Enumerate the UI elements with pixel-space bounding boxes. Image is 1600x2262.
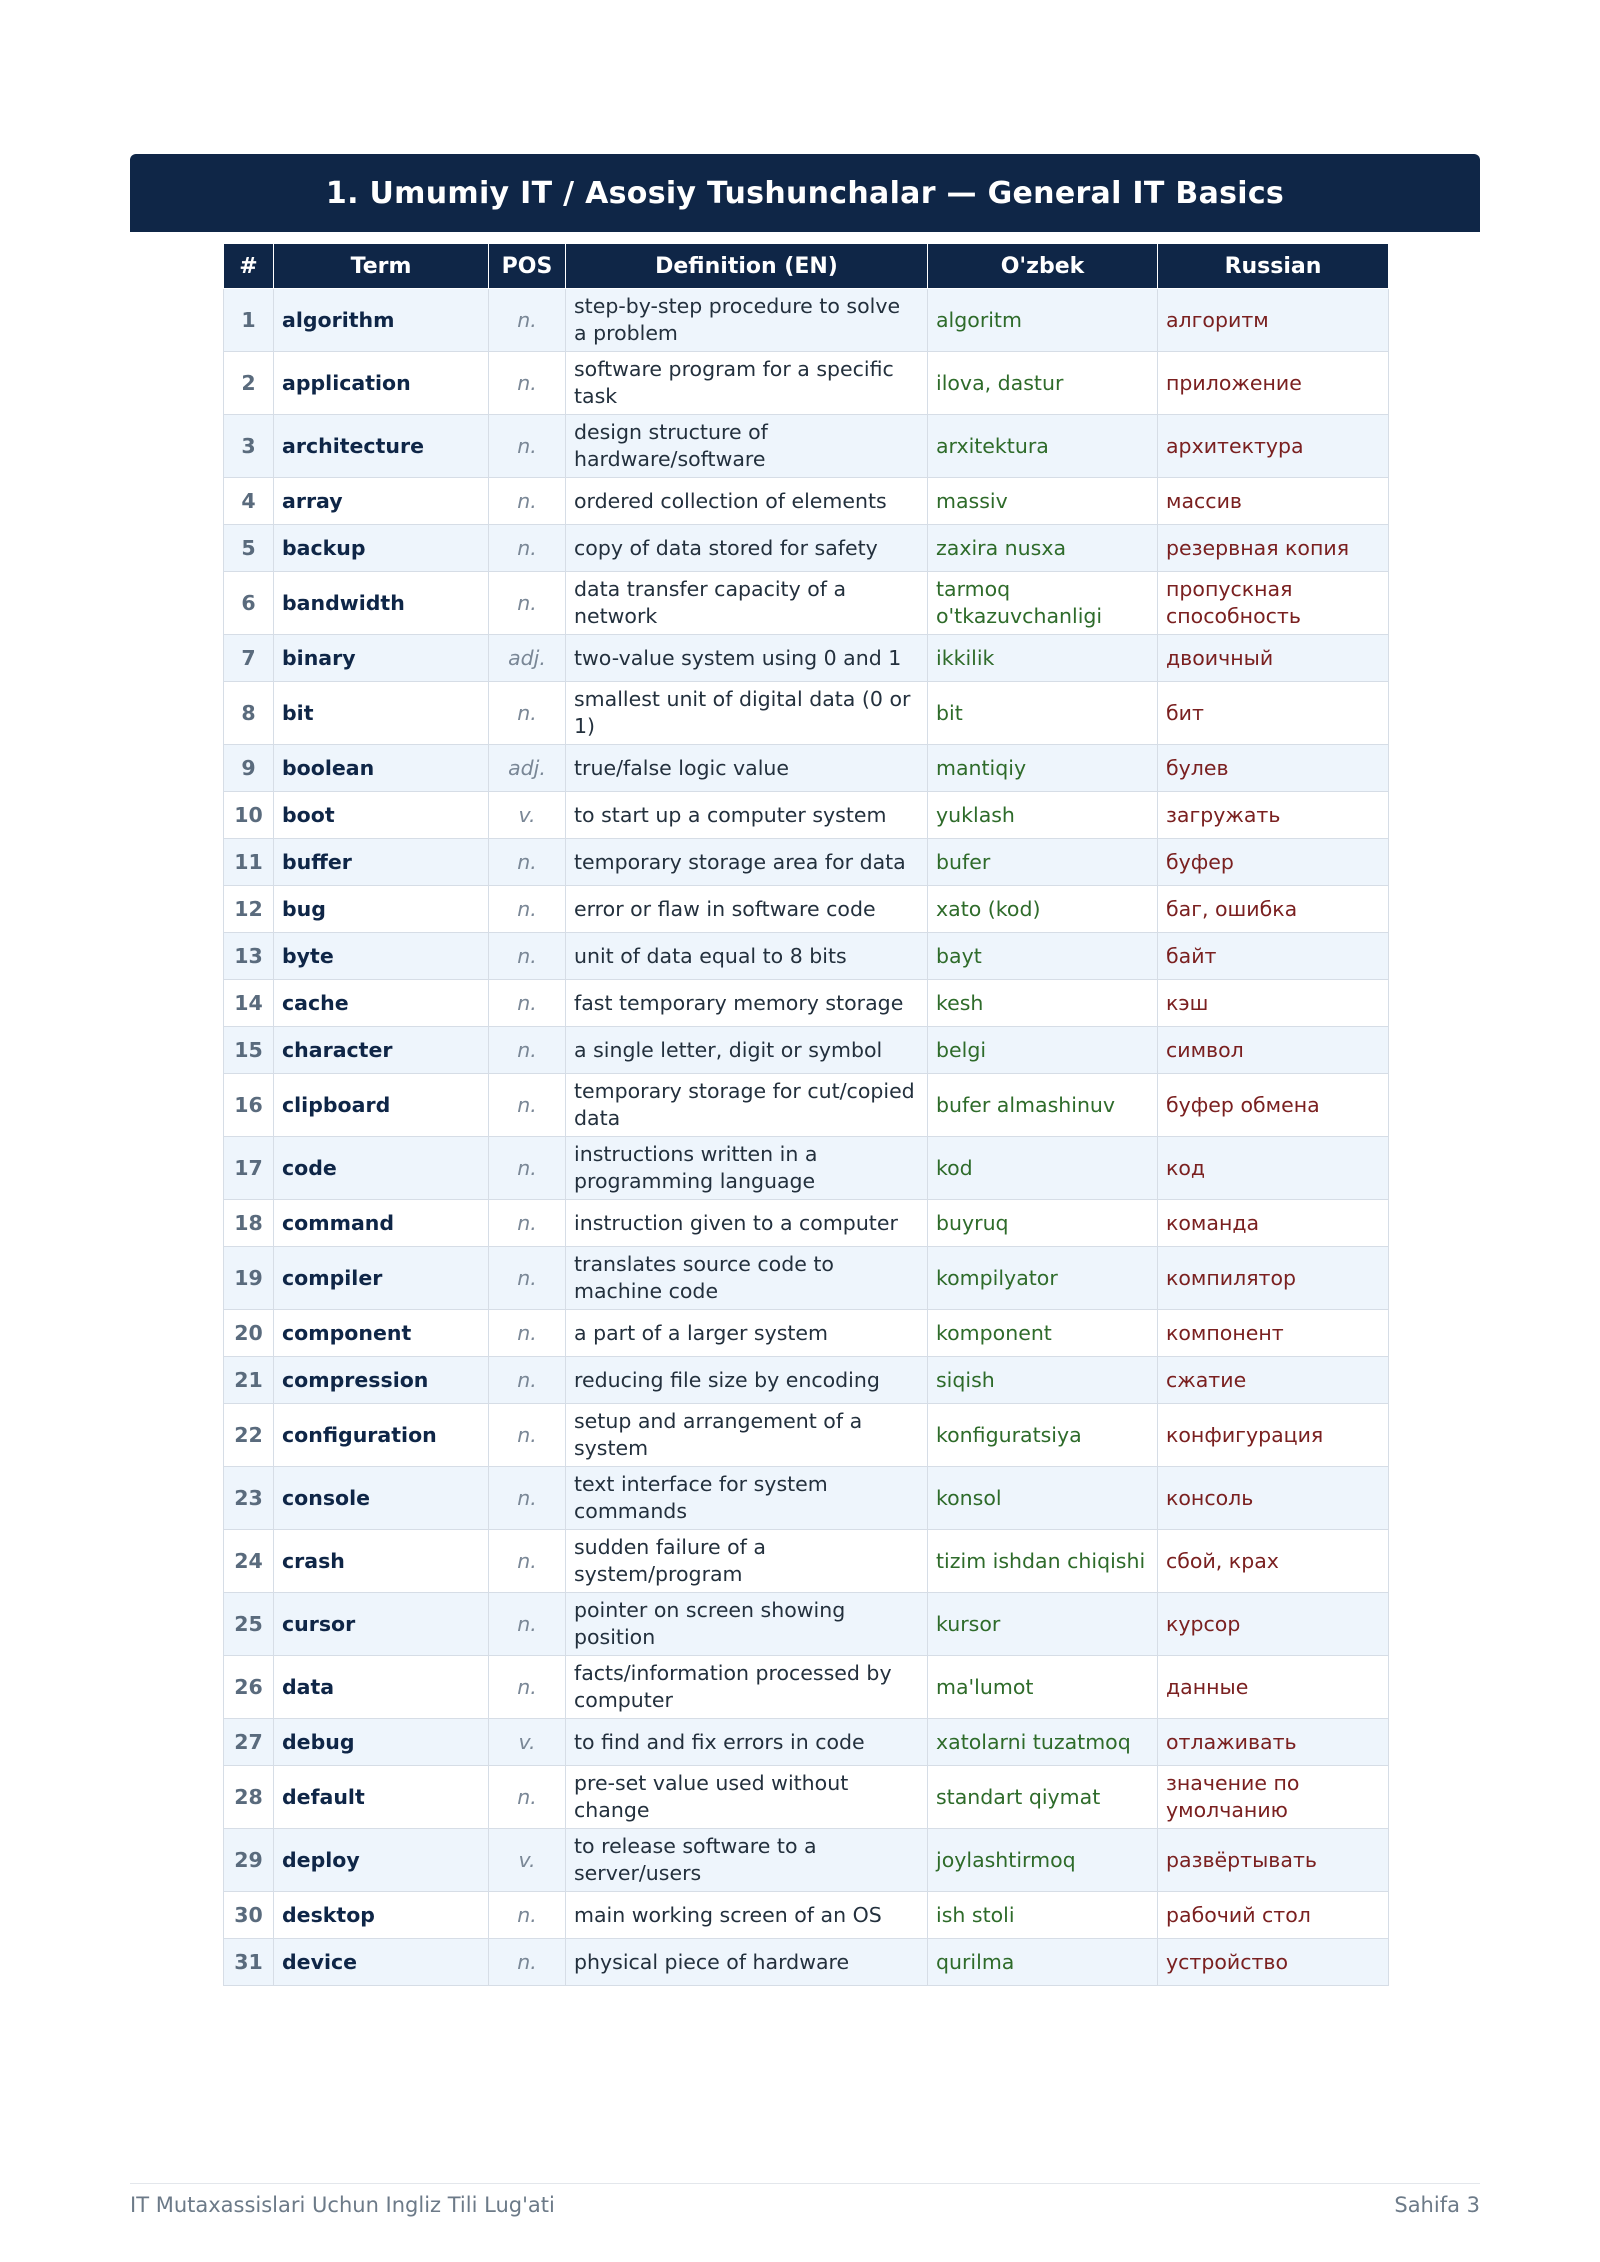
definition-cell: physical piece of hardware xyxy=(566,1939,928,1986)
russian-cell: архитектура xyxy=(1158,415,1389,478)
russian-cell: бит xyxy=(1158,682,1389,745)
term-cell: compression xyxy=(274,1357,489,1404)
definition-cell: sudden failure of a system/program xyxy=(566,1530,928,1593)
table-row xyxy=(224,1247,1389,1310)
table-row xyxy=(224,525,1389,572)
uzbek-cell: kod xyxy=(928,1137,1158,1200)
definition-cell: ordered collection of elements xyxy=(566,478,928,525)
term-cell: bandwidth xyxy=(274,572,489,635)
row-number: 27 xyxy=(224,1719,274,1766)
definition-cell: temporary storage area for data xyxy=(566,839,928,886)
row-number: 28 xyxy=(224,1766,274,1829)
column-header-pos: POS xyxy=(489,244,566,289)
pos-cell: n. xyxy=(489,1530,566,1593)
term-cell: default xyxy=(274,1766,489,1829)
russian-cell: булев xyxy=(1158,745,1389,792)
russian-cell: значение по умолчанию xyxy=(1158,1766,1389,1829)
pos-cell: n. xyxy=(489,415,566,478)
row-number: 7 xyxy=(224,635,274,682)
uzbek-cell: qurilma xyxy=(928,1939,1158,1986)
term-cell: binary xyxy=(274,635,489,682)
term-cell: array xyxy=(274,478,489,525)
pos-cell: n. xyxy=(489,352,566,415)
russian-cell: развёртывать xyxy=(1158,1829,1389,1892)
pos-cell: n. xyxy=(489,1892,566,1939)
definition-cell: reducing file size by encoding xyxy=(566,1357,928,1404)
column-header-definition: Definition (EN) xyxy=(566,244,928,289)
row-number: 12 xyxy=(224,886,274,933)
table-row xyxy=(224,1074,1389,1137)
definition-cell: instruction given to a computer xyxy=(566,1200,928,1247)
pos-cell: v. xyxy=(489,792,566,839)
term-cell: command xyxy=(274,1200,489,1247)
term-cell: bit xyxy=(274,682,489,745)
pos-cell: n. xyxy=(489,1939,566,1986)
russian-cell: устройство xyxy=(1158,1939,1389,1986)
row-number: 10 xyxy=(224,792,274,839)
row-number: 13 xyxy=(224,933,274,980)
table-row xyxy=(224,1310,1389,1357)
table-row xyxy=(224,1719,1389,1766)
table-row xyxy=(224,1027,1389,1074)
uzbek-cell: bit xyxy=(928,682,1158,745)
russian-cell: резервная копия xyxy=(1158,525,1389,572)
definition-cell: temporary storage for cut/copied data xyxy=(566,1074,928,1137)
pos-cell: n. xyxy=(489,525,566,572)
row-number: 16 xyxy=(224,1074,274,1137)
table-row xyxy=(224,745,1389,792)
definition-cell: pointer on screen showing position xyxy=(566,1593,928,1656)
pos-cell: n. xyxy=(489,839,566,886)
column-header-russian: Russian xyxy=(1158,244,1389,289)
row-number: 8 xyxy=(224,682,274,745)
russian-cell: код xyxy=(1158,1137,1389,1200)
table-row xyxy=(224,1137,1389,1200)
pos-cell: v. xyxy=(489,1719,566,1766)
table-row xyxy=(224,1200,1389,1247)
term-cell: byte xyxy=(274,933,489,980)
table-row xyxy=(224,1467,1389,1530)
russian-cell: пропускная способность xyxy=(1158,572,1389,635)
uzbek-cell: arxitektura xyxy=(928,415,1158,478)
russian-cell: сжатие xyxy=(1158,1357,1389,1404)
row-number: 4 xyxy=(224,478,274,525)
table-row xyxy=(224,478,1389,525)
definition-cell: to find and fix errors in code xyxy=(566,1719,928,1766)
term-cell: component xyxy=(274,1310,489,1357)
table-row xyxy=(224,1357,1389,1404)
term-cell: console xyxy=(274,1467,489,1530)
table-row xyxy=(224,1530,1389,1593)
pos-cell: n. xyxy=(489,1027,566,1074)
table-row xyxy=(224,1404,1389,1467)
uzbek-cell: algoritm xyxy=(928,289,1158,352)
row-number: 24 xyxy=(224,1530,274,1593)
term-cell: desktop xyxy=(274,1892,489,1939)
term-cell: architecture xyxy=(274,415,489,478)
definition-cell: design structure of hardware/software xyxy=(566,415,928,478)
term-cell: crash xyxy=(274,1530,489,1593)
term-cell: buffer xyxy=(274,839,489,886)
row-number: 18 xyxy=(224,1200,274,1247)
russian-cell: консоль xyxy=(1158,1467,1389,1530)
table-row xyxy=(224,933,1389,980)
pos-cell: n. xyxy=(489,1074,566,1137)
row-number: 29 xyxy=(224,1829,274,1892)
definition-cell: step-by-step procedure to solve a problem xyxy=(566,289,928,352)
definition-cell: instructions written in a programming language xyxy=(566,1137,928,1200)
russian-cell: двоичный xyxy=(1158,635,1389,682)
uzbek-cell: ish stoli xyxy=(928,1892,1158,1939)
table-row xyxy=(224,572,1389,635)
uzbek-cell: bayt xyxy=(928,933,1158,980)
row-number: 23 xyxy=(224,1467,274,1530)
uzbek-cell: konsol xyxy=(928,1467,1158,1530)
pos-cell: n. xyxy=(489,572,566,635)
pos-cell: n. xyxy=(489,1593,566,1656)
row-number: 15 xyxy=(224,1027,274,1074)
pos-cell: n. xyxy=(489,1247,566,1310)
row-number: 5 xyxy=(224,525,274,572)
table-row xyxy=(224,980,1389,1027)
term-cell: deploy xyxy=(274,1829,489,1892)
definition-cell: unit of data equal to 8 bits xyxy=(566,933,928,980)
definition-cell: setup and arrangement of a system xyxy=(566,1404,928,1467)
row-number: 3 xyxy=(224,415,274,478)
footer-divider xyxy=(130,2183,1480,2184)
pos-cell: n. xyxy=(489,1656,566,1719)
uzbek-cell: standart qiymat xyxy=(928,1766,1158,1829)
russian-cell: отлаживать xyxy=(1158,1719,1389,1766)
russian-cell: кэш xyxy=(1158,980,1389,1027)
russian-cell: баг, ошибка xyxy=(1158,886,1389,933)
term-cell: cache xyxy=(274,980,489,1027)
uzbek-cell: mantiqiy xyxy=(928,745,1158,792)
row-number: 31 xyxy=(224,1939,274,1986)
table-body xyxy=(224,289,1389,1986)
term-cell: boot xyxy=(274,792,489,839)
row-number: 22 xyxy=(224,1404,274,1467)
definition-cell: facts/information processed by computer xyxy=(566,1656,928,1719)
definition-cell: true/false logic value xyxy=(566,745,928,792)
row-number: 14 xyxy=(224,980,274,1027)
russian-cell: загружать xyxy=(1158,792,1389,839)
uzbek-cell: tarmoq o'tkazuvchanligi xyxy=(928,572,1158,635)
term-cell: cursor xyxy=(274,1593,489,1656)
pos-cell: n. xyxy=(489,1310,566,1357)
table-row xyxy=(224,682,1389,745)
table-row xyxy=(224,1593,1389,1656)
pos-cell: n. xyxy=(489,886,566,933)
pos-cell: adj. xyxy=(489,635,566,682)
section-title: 1. Umumiy IT / Asosiy Tushunchalar — General IT Basics xyxy=(325,175,1285,211)
uzbek-cell: massiv xyxy=(928,478,1158,525)
uzbek-cell: bufer almashinuv xyxy=(928,1074,1158,1137)
term-cell: bug xyxy=(274,886,489,933)
row-number: 1 xyxy=(224,289,274,352)
uzbek-cell: kesh xyxy=(928,980,1158,1027)
term-cell: application xyxy=(274,352,489,415)
definition-cell: a part of a larger system xyxy=(566,1310,928,1357)
definition-cell: data transfer capacity of a network xyxy=(566,572,928,635)
uzbek-cell: komponent xyxy=(928,1310,1158,1357)
uzbek-cell: joylashtirmoq xyxy=(928,1829,1158,1892)
definition-cell: main working screen of an OS xyxy=(566,1892,928,1939)
russian-cell: буфер xyxy=(1158,839,1389,886)
definition-cell: translates source code to machine code xyxy=(566,1247,928,1310)
term-cell: device xyxy=(274,1939,489,1986)
term-cell: code xyxy=(274,1137,489,1200)
row-number: 9 xyxy=(224,745,274,792)
uzbek-cell: ilova, dastur xyxy=(928,352,1158,415)
uzbek-cell: ikkilik xyxy=(928,635,1158,682)
russian-cell: конфигурация xyxy=(1158,1404,1389,1467)
definition-cell: to start up a computer system xyxy=(566,792,928,839)
term-cell: algorithm xyxy=(274,289,489,352)
uzbek-cell: xato (kod) xyxy=(928,886,1158,933)
russian-cell: компонент xyxy=(1158,1310,1389,1357)
table-row xyxy=(224,1656,1389,1719)
row-number: 30 xyxy=(224,1892,274,1939)
column-header-num: # xyxy=(224,244,274,289)
russian-cell: массив xyxy=(1158,478,1389,525)
definition-cell: smallest unit of digital data (0 or 1) xyxy=(566,682,928,745)
term-cell: data xyxy=(274,1656,489,1719)
uzbek-cell: konfiguratsiya xyxy=(928,1404,1158,1467)
uzbek-cell: kursor xyxy=(928,1593,1158,1656)
uzbek-cell: xatolarni tuzatmoq xyxy=(928,1719,1158,1766)
uzbek-cell: ma'lumot xyxy=(928,1656,1158,1719)
row-number: 21 xyxy=(224,1357,274,1404)
table-row xyxy=(224,1766,1389,1829)
pos-cell: n. xyxy=(489,1200,566,1247)
table-row xyxy=(224,415,1389,478)
pos-cell: n. xyxy=(489,1766,566,1829)
section-title-bar xyxy=(130,154,1480,232)
pos-cell: n. xyxy=(489,980,566,1027)
table-row xyxy=(224,1829,1389,1892)
uzbek-cell: bufer xyxy=(928,839,1158,886)
russian-cell: символ xyxy=(1158,1027,1389,1074)
definition-cell: copy of data stored for safety xyxy=(566,525,928,572)
term-cell: compiler xyxy=(274,1247,489,1310)
definition-cell: text interface for system commands xyxy=(566,1467,928,1530)
table-row xyxy=(224,289,1389,352)
term-cell: debug xyxy=(274,1719,489,1766)
table-row xyxy=(224,792,1389,839)
row-number: 19 xyxy=(224,1247,274,1310)
row-number: 11 xyxy=(224,839,274,886)
russian-cell: курсор xyxy=(1158,1593,1389,1656)
row-number: 25 xyxy=(224,1593,274,1656)
russian-cell: приложение xyxy=(1158,352,1389,415)
russian-cell: компилятор xyxy=(1158,1247,1389,1310)
uzbek-cell: kompilyator xyxy=(928,1247,1158,1310)
russian-cell: байт xyxy=(1158,933,1389,980)
definition-cell: two-value system using 0 and 1 xyxy=(566,635,928,682)
term-cell: configuration xyxy=(274,1404,489,1467)
russian-cell: данные xyxy=(1158,1656,1389,1719)
term-cell: character xyxy=(274,1027,489,1074)
column-header-term: Term xyxy=(274,244,489,289)
uzbek-cell: yuklash xyxy=(928,792,1158,839)
table-row xyxy=(224,886,1389,933)
pos-cell: n. xyxy=(489,1137,566,1200)
footer-page-number: Sahifa 3 xyxy=(1394,2193,1480,2217)
table-row xyxy=(224,352,1389,415)
term-cell: boolean xyxy=(274,745,489,792)
row-number: 2 xyxy=(224,352,274,415)
row-number: 20 xyxy=(224,1310,274,1357)
footer-book-title: IT Mutaxassislari Uchun Ingliz Tili Lug'ati xyxy=(130,2193,555,2217)
russian-cell: буфер обмена xyxy=(1158,1074,1389,1137)
vocabulary-table xyxy=(223,243,1389,1986)
definition-cell: pre-set value used without change xyxy=(566,1766,928,1829)
russian-cell: алгоритм xyxy=(1158,289,1389,352)
uzbek-cell: buyruq xyxy=(928,1200,1158,1247)
table-row xyxy=(224,839,1389,886)
table-header-row xyxy=(224,244,1389,289)
russian-cell: команда xyxy=(1158,1200,1389,1247)
pos-cell: n. xyxy=(489,478,566,525)
row-number: 6 xyxy=(224,572,274,635)
table-row xyxy=(224,1939,1389,1986)
pos-cell: n. xyxy=(489,682,566,745)
column-header-uzbek: O'zbek xyxy=(928,244,1158,289)
uzbek-cell: zaxira nusxa xyxy=(928,525,1158,572)
russian-cell: сбой, крах xyxy=(1158,1530,1389,1593)
pos-cell: n. xyxy=(489,1467,566,1530)
uzbek-cell: tizim ishdan chiqishi xyxy=(928,1530,1158,1593)
uzbek-cell: belgi xyxy=(928,1027,1158,1074)
term-cell: clipboard xyxy=(274,1074,489,1137)
pos-cell: v. xyxy=(489,1829,566,1892)
table-row xyxy=(224,635,1389,682)
definition-cell: to release software to a server/users xyxy=(566,1829,928,1892)
row-number: 26 xyxy=(224,1656,274,1719)
term-cell: backup xyxy=(274,525,489,572)
pos-cell: adj. xyxy=(489,745,566,792)
pos-cell: n. xyxy=(489,933,566,980)
uzbek-cell: siqish xyxy=(928,1357,1158,1404)
definition-cell: error or flaw in software code xyxy=(566,886,928,933)
pos-cell: n. xyxy=(489,1404,566,1467)
row-number: 17 xyxy=(224,1137,274,1200)
definition-cell: a single letter, digit or symbol xyxy=(566,1027,928,1074)
pos-cell: n. xyxy=(489,1357,566,1404)
definition-cell: fast temporary memory storage xyxy=(566,980,928,1027)
russian-cell: рабочий стол xyxy=(1158,1892,1389,1939)
definition-cell: software program for a specific task xyxy=(566,352,928,415)
pos-cell: n. xyxy=(489,289,566,352)
table-row xyxy=(224,1892,1389,1939)
